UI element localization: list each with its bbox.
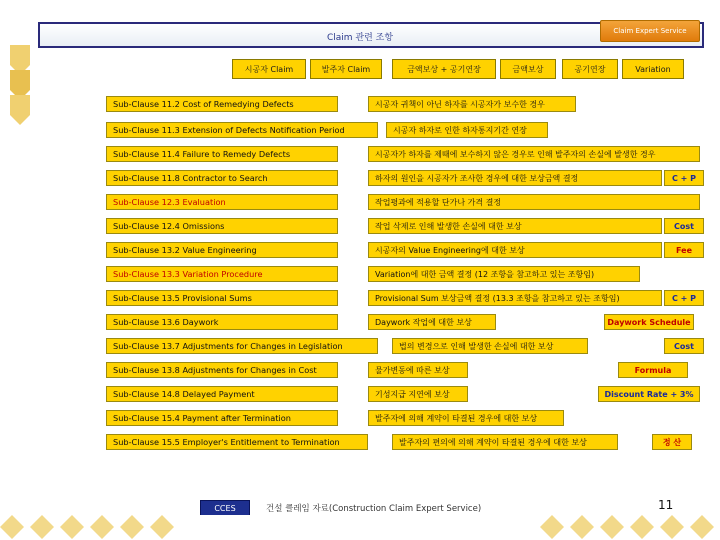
clause-11-4: Sub-Clause 11.4 Failure to Remedy Defects [106,146,338,162]
decorative-chevron-icon [0,40,40,130]
clause-12-3: Sub-Clause 12.3 Evaluation [106,194,338,210]
clause-15-5: Sub-Clause 15.5 Employer's Entitlement to Termination [106,434,368,450]
page-title: Claim 관련 조항 [326,33,394,43]
note-14-8: Discount Rate + 3% [598,386,700,402]
decorative-diamond-border-icon [0,515,720,540]
clause-12-4: Sub-Clause 12.4 Omissions [106,218,338,234]
header-amount: 금액보상 [500,59,556,79]
clause-14-8: Sub-Clause 14.8 Delayed Payment [106,386,338,402]
page-number: 11 [658,498,674,512]
clause-13-5: Sub-Clause 13.5 Provisional Sums [106,290,338,306]
clause-13-8: Sub-Clause 13.8 Adjustments for Changes in Cost [106,362,338,378]
clause-13-3: Sub-Clause 13.3 Variation Procedure [106,266,338,282]
clause-11-3: Sub-Clause 11.3 Extension of Defects Notification Period [106,122,378,138]
desc-13-5: Provisional Sum 보상금액 결정 (13.3 조항을 참고하고 있는 조항임) [368,290,662,306]
header-contractor-claim: 시공자 Claim [232,59,306,79]
desc-15-5: 발주자의 편의에 의해 계약이 타결된 경우에 대한 보상 [392,434,618,450]
desc-13-7: 법의 변경으로 인해 발생한 손실에 대한 보상 [392,338,588,354]
desc-15-4: 발주자에 의해 계약이 타결된 경우에 대한 보상 [368,410,564,426]
note-13-6: Daywork Schedule [604,314,694,330]
footer-title: 건설 클레임 자료(Construction Claim Expert Service) [266,504,482,514]
clause-15-4: Sub-Clause 15.4 Payment after Termination [106,410,338,426]
desc-13-3: Variation에 대한 금액 결정 (12 조항을 참고하고 있는 조항임) [368,266,640,282]
claim-expert-service-tab[interactable]: Claim Expert Service [600,20,700,42]
desc-14-8: 기성지급 지연에 보상 [368,386,468,402]
clause-13-2: Sub-Clause 13.2 Value Engineering [106,242,338,258]
clause-13-7: Sub-Clause 13.7 Adjustments for Changes in Legislation [106,338,378,354]
desc-13-8: 물가변동에 따른 보상 [368,362,468,378]
desc-13-2: 시공자의 Value Engineering에 대한 보상 [368,242,662,258]
desc-13-6: Daywork 작업에 대한 보상 [368,314,496,330]
header-amount-and-time: 금액보상 + 공기연장 [392,59,496,79]
header-variation: Variation [622,59,684,79]
clause-11-8: Sub-Clause 11.8 Contractor to Search [106,170,338,186]
desc-11-3: 시공자 하자로 인한 하자통지기간 연장 [386,122,548,138]
desc-11-4: 시공자가 하자를 제때에 보수하지 않은 경우로 인해 발주자의 손실에 발생한 경우 [368,146,700,162]
desc-12-4: 작업 삭제로 인해 발생한 손실에 대한 보상 [368,218,662,234]
note-13-8: Formula [618,362,688,378]
desc-12-3: 작업평과에 적용할 단가나 가격 결정 [368,194,700,210]
note-13-2: Fee [664,242,704,258]
desc-11-8: 하자의 원인을 시공자가 조사한 경우에 대한 보상금액 결정 [368,170,662,186]
note-12-4: Cost [664,218,704,234]
clause-13-6: Sub-Clause 13.6 Daywork [106,314,338,330]
note-13-5: C + P [664,290,704,306]
clause-11-2: Sub-Clause 11.2 Cost of Remedying Defects [106,96,338,112]
header-time: 공기연장 [562,59,618,79]
cces-button[interactable]: CCES [200,500,250,516]
header-employer-claim: 발주자 Claim [310,59,382,79]
note-15-5: 정 산 [652,434,692,450]
note-11-8: C + P [664,170,704,186]
note-13-7: Cost [664,338,704,354]
desc-11-2: 시공자 귀책이 아닌 하자를 시공자가 보수한 경우 [368,96,576,112]
